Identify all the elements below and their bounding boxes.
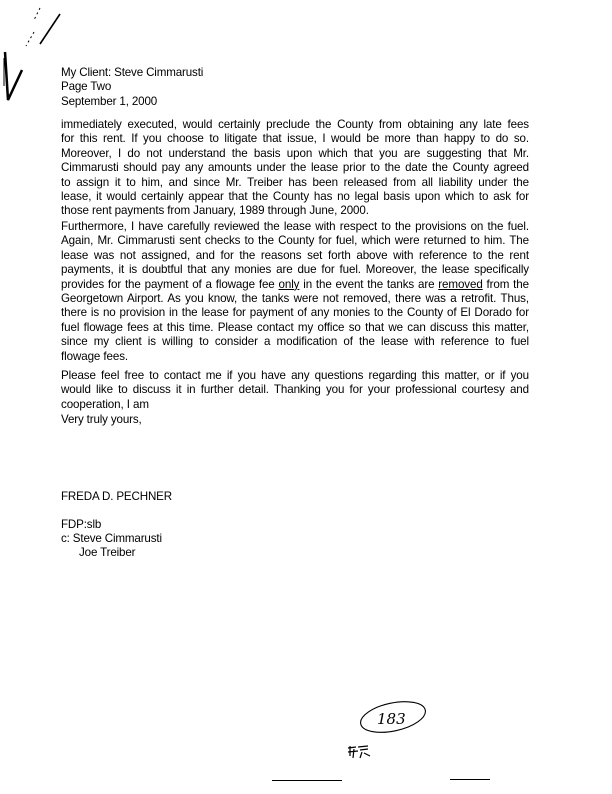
- bottom-rule-right: [450, 779, 490, 780]
- paragraph-line: Furthermore, I have carefully reviewed the lease with respect to the provisions on the fuel.: [61, 220, 529, 233]
- paragraph-line: would like to discuss it in further detail. Thanking you for your professional courtesy and: [61, 383, 529, 397]
- cc-label: c:: [61, 532, 70, 545]
- page-line: Page Two: [61, 80, 112, 94]
- paragraph-line: cooperation, I am: [61, 397, 149, 411]
- closing: Very truly yours,: [61, 413, 142, 426]
- paragraph-line: fuel flowage fees at this time. Please contact my office so that we can discuss this matter,: [61, 320, 529, 334]
- text-segment: from the: [482, 277, 529, 291]
- underlined-word-removed: removed: [438, 277, 483, 291]
- text-segment: in the event the tanks are: [299, 277, 439, 291]
- paragraph-line: there is no provision in the lease for payment of any monies to the County of El Dorado for: [61, 306, 529, 320]
- underlined-word-only: only: [278, 277, 300, 291]
- paragraph-line: those rent payments from January, 1989 through June, 2000.: [61, 204, 369, 218]
- paragraph-line: Again, Mr. Cimmarusti sent checks to the County for fuel, which were returned to him. The: [61, 234, 529, 248]
- paragraph-line: for this rent. If you choose to litigate that issue, I would be more than happy to do so.: [61, 132, 529, 146]
- cc-recipient: Steve Cimmarusti: [72, 532, 162, 545]
- letter-header: [61, 66, 203, 109]
- signer-name: FREDA D. PECHNER: [61, 490, 172, 503]
- paragraph-1: [61, 118, 529, 219]
- paragraph-line: flowage fees.: [61, 349, 129, 363]
- text-segment: provides for the payment of a flowage fee: [61, 277, 279, 291]
- date-line: September 1, 2000: [61, 94, 158, 108]
- typist-initials: FDP:slb: [61, 518, 102, 531]
- handwritten-page-number-circle-icon: [355, 696, 435, 738]
- paragraph-2: [61, 220, 529, 364]
- paragraph-line: payments, it is doubtful that any monies are due for fuel. Moreover, the lease specifically: [61, 263, 529, 277]
- paragraph-line: Cimmarusti should pay any amounts under the lease prior to the date the County agreed: [61, 161, 529, 175]
- cc-line: [61, 532, 162, 546]
- cc-recipient-2: Joe Treiber: [79, 546, 136, 559]
- scribble-mark-icon: [346, 744, 372, 760]
- bottom-rule-left: [272, 780, 342, 781]
- paragraph-line: lease, it would certainly appear that the County has no legal basis upon which to ask for: [61, 190, 529, 204]
- margin-check-mark-icon: [0, 0, 70, 110]
- paragraph-line: Please feel free to contact me if you have any questions regarding this matter, or if you: [61, 369, 529, 382]
- paragraph-line-underlined: [61, 278, 529, 292]
- paragraph-line: lease was not assigned, and for the reasons set forth above with reference to the rent: [61, 248, 529, 262]
- paragraph-line: immediately executed, would certainly preclude the County from obtaining any late fees: [61, 118, 529, 131]
- paragraph-line: Moreover, I do not understand the basis upon which that you are suggesting that Mr.: [61, 146, 529, 160]
- paragraph-line: since my client is willing to consider a modification of the lease with reference to fuel: [61, 335, 529, 349]
- paragraph-line: to assign it to him, and since Mr. Treiber has been released from all liability under the: [61, 175, 529, 189]
- paragraph-line: Georgetown Airport. As you know, the tanks were not removed, there was a retrofit. Thus,: [61, 292, 529, 306]
- client-line: My Client: Steve Cimmarusti: [61, 66, 204, 79]
- handwritten-number: 183: [377, 710, 406, 728]
- paragraph-3: [61, 369, 529, 412]
